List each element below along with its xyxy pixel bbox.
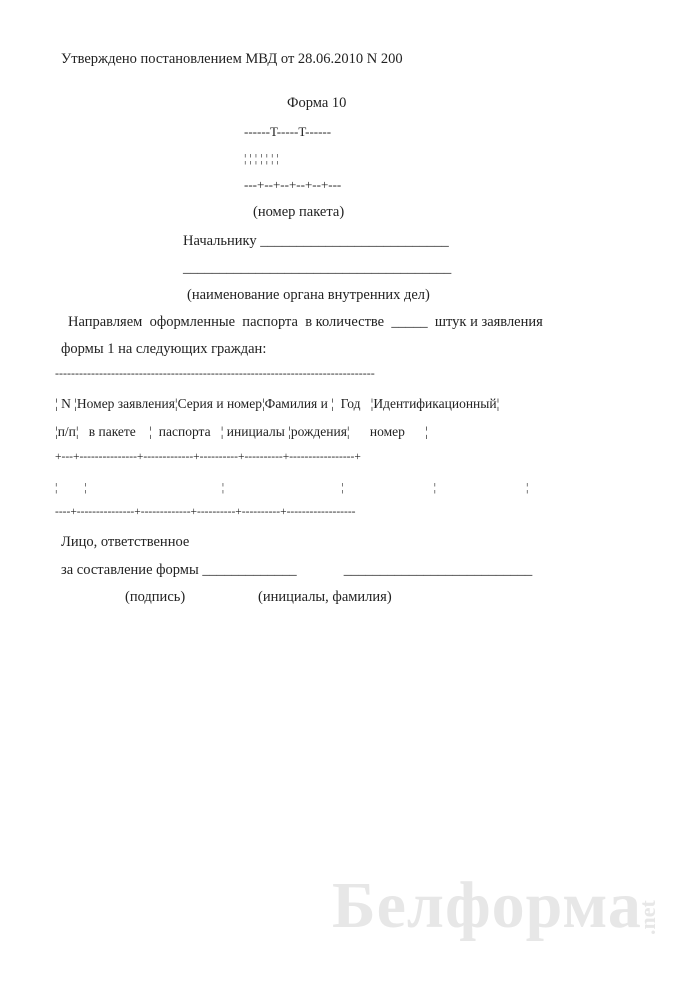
addressee-line: Начальнику __________________________ — [183, 233, 449, 249]
table-header-row-2: ¦п/п¦ в пакете ¦ паспорта ¦ инициалы ¦рождения¦ номер ¦ — [55, 424, 428, 439]
packet-box-top: ------T-----T------ — [244, 124, 332, 139]
organ-name-caption: (наименование органа внутренних дел) — [187, 287, 430, 303]
packet-box-cells: ¦ ¦ ¦ ¦ ¦ ¦ ¦ — [244, 151, 279, 165]
name-caption: (инициалы, фамилия) — [258, 589, 392, 605]
table-header-row-1: ¦ N ¦Номер заявления¦Серия и номер¦Фамилия и ¦ Год ¦Идентификационный¦ — [55, 396, 500, 411]
body-line-2: формы 1 на следующих граждан: — [61, 341, 267, 357]
form-title: Форма 10 — [287, 95, 347, 111]
approval-note: Утверждено постановлением МВД от 28.06.2010 N 200 — [61, 51, 403, 67]
packet-box-bottom: ---+--+--+--+--+--- — [244, 177, 342, 192]
table-bottom-rule: ----+---------------+-------------+----------+----------+------------------ — [55, 506, 356, 518]
watermark-brand: Белформа — [332, 869, 642, 942]
table-separator: +---+---------------+-------------+----------+----------+-----------------+ — [55, 451, 361, 463]
addressee-blank-line: _____________________________________ — [183, 260, 452, 276]
watermark-suffix: .net — [635, 900, 660, 935]
body-line-1: Направляем оформленные паспорта в количестве _____ штук и заявления — [68, 314, 543, 330]
signature-caption: (подпись) — [125, 589, 186, 605]
signature-line: за составление формы _____________ __________________________ — [61, 562, 533, 578]
responsible-person-label: Лицо, ответственное — [61, 534, 190, 550]
table-top-rule: -------------------------------------------------------------------------------- — [55, 366, 375, 380]
table-empty-row: ¦ ¦ ¦ ¦ ¦ ¦ — [55, 480, 529, 494]
packet-number-caption: (номер пакета) — [253, 204, 345, 220]
